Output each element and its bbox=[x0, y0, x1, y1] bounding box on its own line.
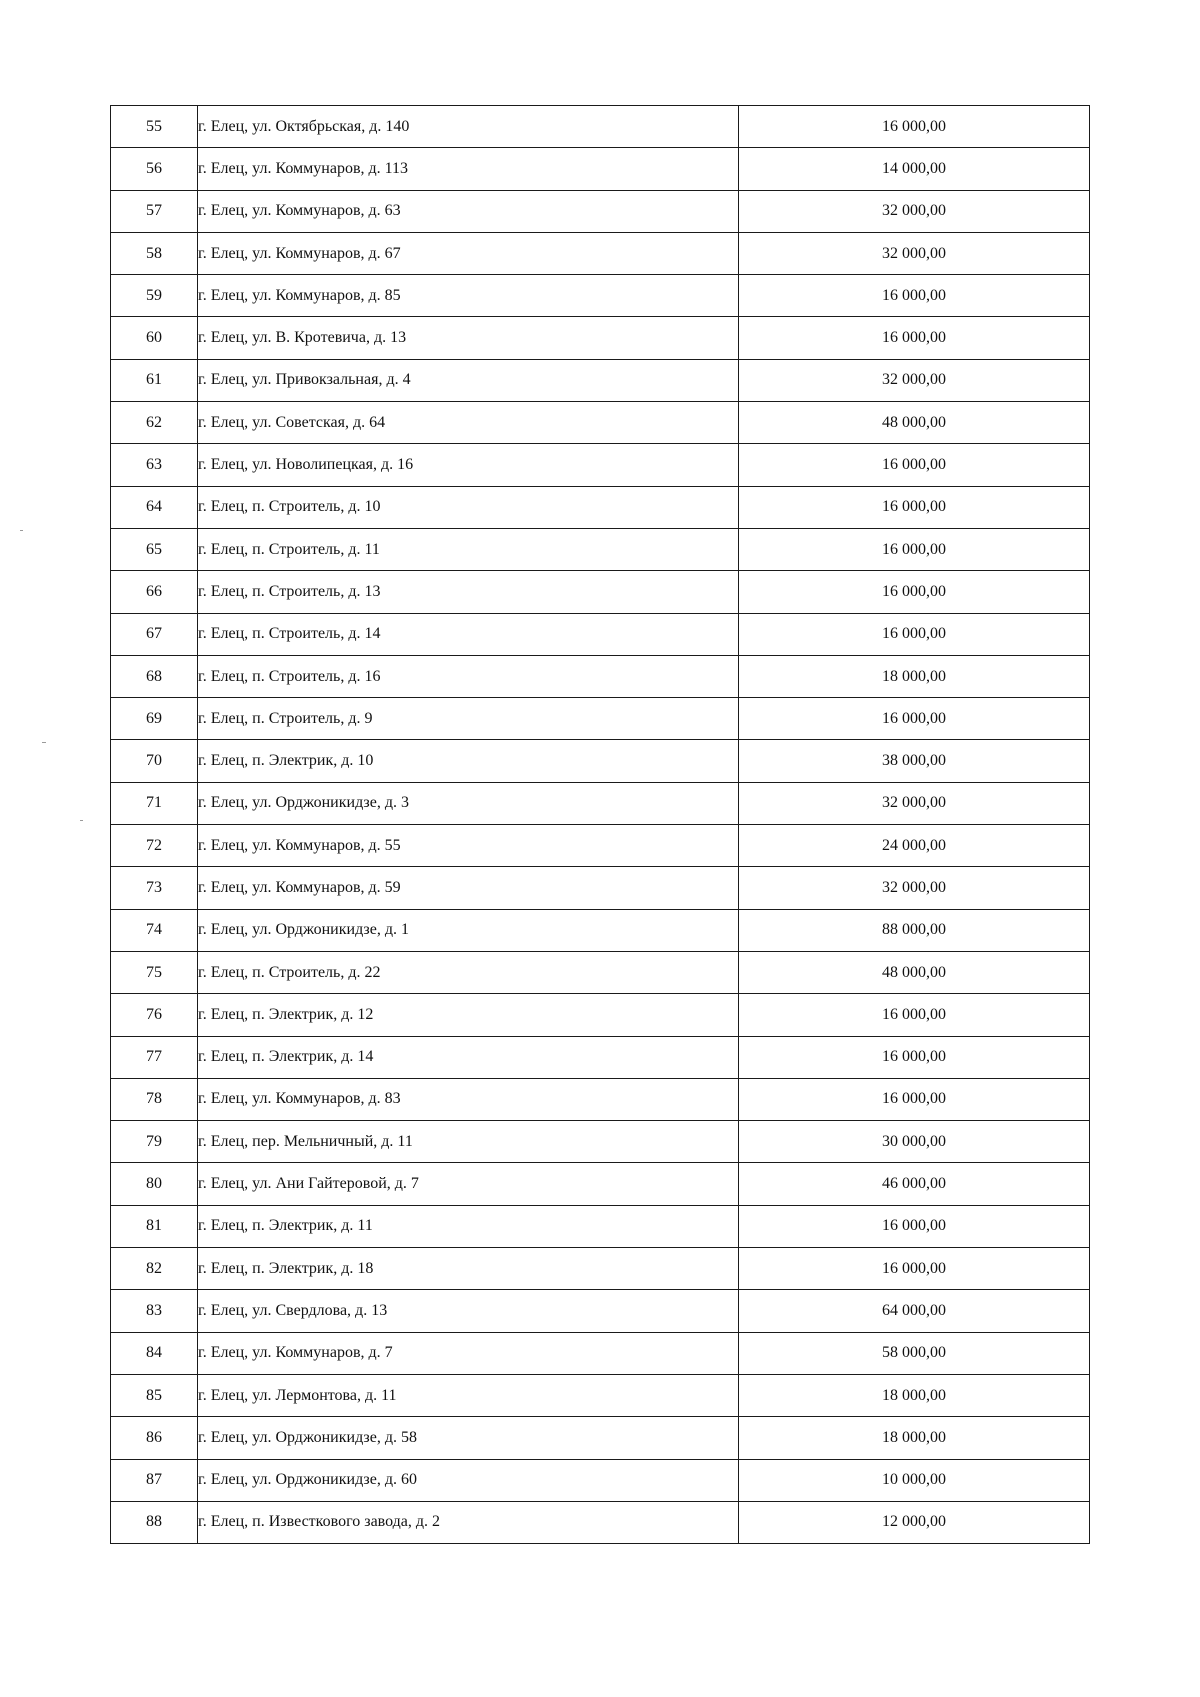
table-row bbox=[111, 740, 1090, 782]
address-cell: г. Елец, ул. Коммунаров, д. 113 bbox=[198, 148, 739, 190]
table-row bbox=[111, 1332, 1090, 1374]
row-number-cell: 61 bbox=[111, 359, 198, 401]
row-number-cell: 74 bbox=[111, 909, 198, 951]
table-row bbox=[111, 232, 1090, 274]
table-row bbox=[111, 1248, 1090, 1290]
row-number-cell: 55 bbox=[111, 106, 198, 148]
amount-cell: 16 000,00 bbox=[739, 1248, 1090, 1290]
amount-cell: 18 000,00 bbox=[739, 1374, 1090, 1416]
amount-cell: 16 000,00 bbox=[739, 275, 1090, 317]
table-row bbox=[111, 825, 1090, 867]
table-row bbox=[111, 867, 1090, 909]
scan-artifact bbox=[80, 820, 83, 821]
amount-cell: 32 000,00 bbox=[739, 359, 1090, 401]
row-number-cell: 59 bbox=[111, 275, 198, 317]
row-number-cell: 77 bbox=[111, 1036, 198, 1078]
address-cell: г. Елец, ул. Коммунаров, д. 67 bbox=[198, 232, 739, 274]
address-cell: г. Елец, п. Строитель, д. 14 bbox=[198, 613, 739, 655]
address-cell: г. Елец, ул. Ани Гайтеровой, д. 7 bbox=[198, 1163, 739, 1205]
row-number-cell: 85 bbox=[111, 1374, 198, 1416]
amount-cell: 32 000,00 bbox=[739, 867, 1090, 909]
amount-cell: 10 000,00 bbox=[739, 1459, 1090, 1501]
address-cell: г. Елец, п. Электрик, д. 14 bbox=[198, 1036, 739, 1078]
amount-cell: 16 000,00 bbox=[739, 486, 1090, 528]
amount-cell: 16 000,00 bbox=[739, 317, 1090, 359]
amount-cell: 16 000,00 bbox=[739, 528, 1090, 570]
table-row bbox=[111, 486, 1090, 528]
amount-cell: 16 000,00 bbox=[739, 613, 1090, 655]
table-row bbox=[111, 1163, 1090, 1205]
amount-cell: 16 000,00 bbox=[739, 1036, 1090, 1078]
amount-cell: 88 000,00 bbox=[739, 909, 1090, 951]
table-row bbox=[111, 782, 1090, 824]
table-row bbox=[111, 1205, 1090, 1247]
address-cell: г. Елец, п. Электрик, д. 10 bbox=[198, 740, 739, 782]
address-cell: г. Елец, п. Электрик, д. 18 bbox=[198, 1248, 739, 1290]
amount-cell: 18 000,00 bbox=[739, 1417, 1090, 1459]
amount-cell: 58 000,00 bbox=[739, 1332, 1090, 1374]
address-cell: г. Елец, ул. Лермонтова, д. 11 bbox=[198, 1374, 739, 1416]
table-row bbox=[111, 444, 1090, 486]
registry-table-body bbox=[111, 106, 1090, 1544]
row-number-cell: 88 bbox=[111, 1501, 198, 1543]
amount-cell: 32 000,00 bbox=[739, 190, 1090, 232]
address-cell: г. Елец, п. Строитель, д. 10 bbox=[198, 486, 739, 528]
row-number-cell: 60 bbox=[111, 317, 198, 359]
amount-cell: 16 000,00 bbox=[739, 106, 1090, 148]
address-cell: г. Елец, п. Строитель, д. 16 bbox=[198, 655, 739, 697]
address-cell: г. Елец, ул. Коммунаров, д. 85 bbox=[198, 275, 739, 317]
address-cell: г. Елец, ул. Орджоникидзе, д. 60 bbox=[198, 1459, 739, 1501]
row-number-cell: 68 bbox=[111, 655, 198, 697]
table-row bbox=[111, 190, 1090, 232]
address-cell: г. Елец, ул. Привокзальная, д. 4 bbox=[198, 359, 739, 401]
row-number-cell: 64 bbox=[111, 486, 198, 528]
row-number-cell: 70 bbox=[111, 740, 198, 782]
amount-cell: 14 000,00 bbox=[739, 148, 1090, 190]
amount-cell: 16 000,00 bbox=[739, 994, 1090, 1036]
address-cell: г. Елец, п. Известкового завода, д. 2 bbox=[198, 1501, 739, 1543]
address-cell: г. Елец, п. Строитель, д. 9 bbox=[198, 698, 739, 740]
row-number-cell: 75 bbox=[111, 951, 198, 993]
table-row bbox=[111, 1078, 1090, 1120]
row-number-cell: 78 bbox=[111, 1078, 198, 1120]
row-number-cell: 86 bbox=[111, 1417, 198, 1459]
table-row bbox=[111, 613, 1090, 655]
address-cell: г. Елец, п. Электрик, д. 12 bbox=[198, 994, 739, 1036]
address-cell: г. Елец, ул. Орджоникидзе, д. 3 bbox=[198, 782, 739, 824]
amount-cell: 48 000,00 bbox=[739, 402, 1090, 444]
row-number-cell: 82 bbox=[111, 1248, 198, 1290]
amount-cell: 24 000,00 bbox=[739, 825, 1090, 867]
address-cell: г. Елец, ул. В. Кротевича, д. 13 bbox=[198, 317, 739, 359]
amount-cell: 32 000,00 bbox=[739, 782, 1090, 824]
row-number-cell: 63 bbox=[111, 444, 198, 486]
table-row bbox=[111, 1290, 1090, 1332]
row-number-cell: 66 bbox=[111, 571, 198, 613]
address-cell: г. Елец, пер. Мельничный, д. 11 bbox=[198, 1121, 739, 1163]
amount-cell: 32 000,00 bbox=[739, 232, 1090, 274]
table-row bbox=[111, 655, 1090, 697]
table-row bbox=[111, 275, 1090, 317]
row-number-cell: 81 bbox=[111, 1205, 198, 1247]
amount-cell: 16 000,00 bbox=[739, 571, 1090, 613]
amount-cell: 48 000,00 bbox=[739, 951, 1090, 993]
registry-table bbox=[110, 105, 1090, 1544]
table-row bbox=[111, 148, 1090, 190]
row-number-cell: 84 bbox=[111, 1332, 198, 1374]
table-row bbox=[111, 571, 1090, 613]
table-row bbox=[111, 1417, 1090, 1459]
row-number-cell: 87 bbox=[111, 1459, 198, 1501]
row-number-cell: 67 bbox=[111, 613, 198, 655]
table-row bbox=[111, 1459, 1090, 1501]
table-row bbox=[111, 528, 1090, 570]
address-cell: г. Елец, ул. Октябрьская, д. 140 bbox=[198, 106, 739, 148]
table-row bbox=[111, 951, 1090, 993]
table-row bbox=[111, 402, 1090, 444]
row-number-cell: 76 bbox=[111, 994, 198, 1036]
table-row bbox=[111, 1121, 1090, 1163]
amount-cell: 16 000,00 bbox=[739, 1078, 1090, 1120]
row-number-cell: 73 bbox=[111, 867, 198, 909]
address-cell: г. Елец, ул. Новолипецкая, д. 16 bbox=[198, 444, 739, 486]
amount-cell: 30 000,00 bbox=[739, 1121, 1090, 1163]
table-row bbox=[111, 994, 1090, 1036]
table-row bbox=[111, 359, 1090, 401]
address-cell: г. Елец, ул. Орджоникидзе, д. 58 bbox=[198, 1417, 739, 1459]
table-row bbox=[111, 909, 1090, 951]
amount-cell: 16 000,00 bbox=[739, 698, 1090, 740]
table-row bbox=[111, 317, 1090, 359]
address-cell: г. Елец, ул. Свердлова, д. 13 bbox=[198, 1290, 739, 1332]
table-row bbox=[111, 1501, 1090, 1543]
table-row bbox=[111, 1374, 1090, 1416]
row-number-cell: 79 bbox=[111, 1121, 198, 1163]
row-number-cell: 65 bbox=[111, 528, 198, 570]
scan-artifact bbox=[20, 530, 23, 531]
amount-cell: 38 000,00 bbox=[739, 740, 1090, 782]
address-cell: г. Елец, п. Строитель, д. 11 bbox=[198, 528, 739, 570]
address-cell: г. Елец, ул. Советская, д. 64 bbox=[198, 402, 739, 444]
address-cell: г. Елец, ул. Коммунаров, д. 83 bbox=[198, 1078, 739, 1120]
scan-artifact bbox=[42, 742, 46, 743]
address-cell: г. Елец, ул. Коммунаров, д. 55 bbox=[198, 825, 739, 867]
address-cell: г. Елец, п. Строитель, д. 13 bbox=[198, 571, 739, 613]
row-number-cell: 62 bbox=[111, 402, 198, 444]
address-cell: г. Елец, ул. Коммунаров, д. 63 bbox=[198, 190, 739, 232]
row-number-cell: 71 bbox=[111, 782, 198, 824]
table-row bbox=[111, 698, 1090, 740]
address-cell: г. Елец, ул. Коммунаров, д. 7 bbox=[198, 1332, 739, 1374]
address-cell: г. Елец, п. Строитель, д. 22 bbox=[198, 951, 739, 993]
amount-cell: 16 000,00 bbox=[739, 444, 1090, 486]
amount-cell: 12 000,00 bbox=[739, 1501, 1090, 1543]
row-number-cell: 56 bbox=[111, 148, 198, 190]
row-number-cell: 83 bbox=[111, 1290, 198, 1332]
amount-cell: 64 000,00 bbox=[739, 1290, 1090, 1332]
row-number-cell: 80 bbox=[111, 1163, 198, 1205]
row-number-cell: 58 bbox=[111, 232, 198, 274]
row-number-cell: 72 bbox=[111, 825, 198, 867]
table-row bbox=[111, 1036, 1090, 1078]
address-cell: г. Елец, п. Электрик, д. 11 bbox=[198, 1205, 739, 1247]
amount-cell: 16 000,00 bbox=[739, 1205, 1090, 1247]
address-cell: г. Елец, ул. Орджоникидзе, д. 1 bbox=[198, 909, 739, 951]
address-cell: г. Елец, ул. Коммунаров, д. 59 bbox=[198, 867, 739, 909]
row-number-cell: 69 bbox=[111, 698, 198, 740]
amount-cell: 18 000,00 bbox=[739, 655, 1090, 697]
amount-cell: 46 000,00 bbox=[739, 1163, 1090, 1205]
table-row bbox=[111, 106, 1090, 148]
row-number-cell: 57 bbox=[111, 190, 198, 232]
